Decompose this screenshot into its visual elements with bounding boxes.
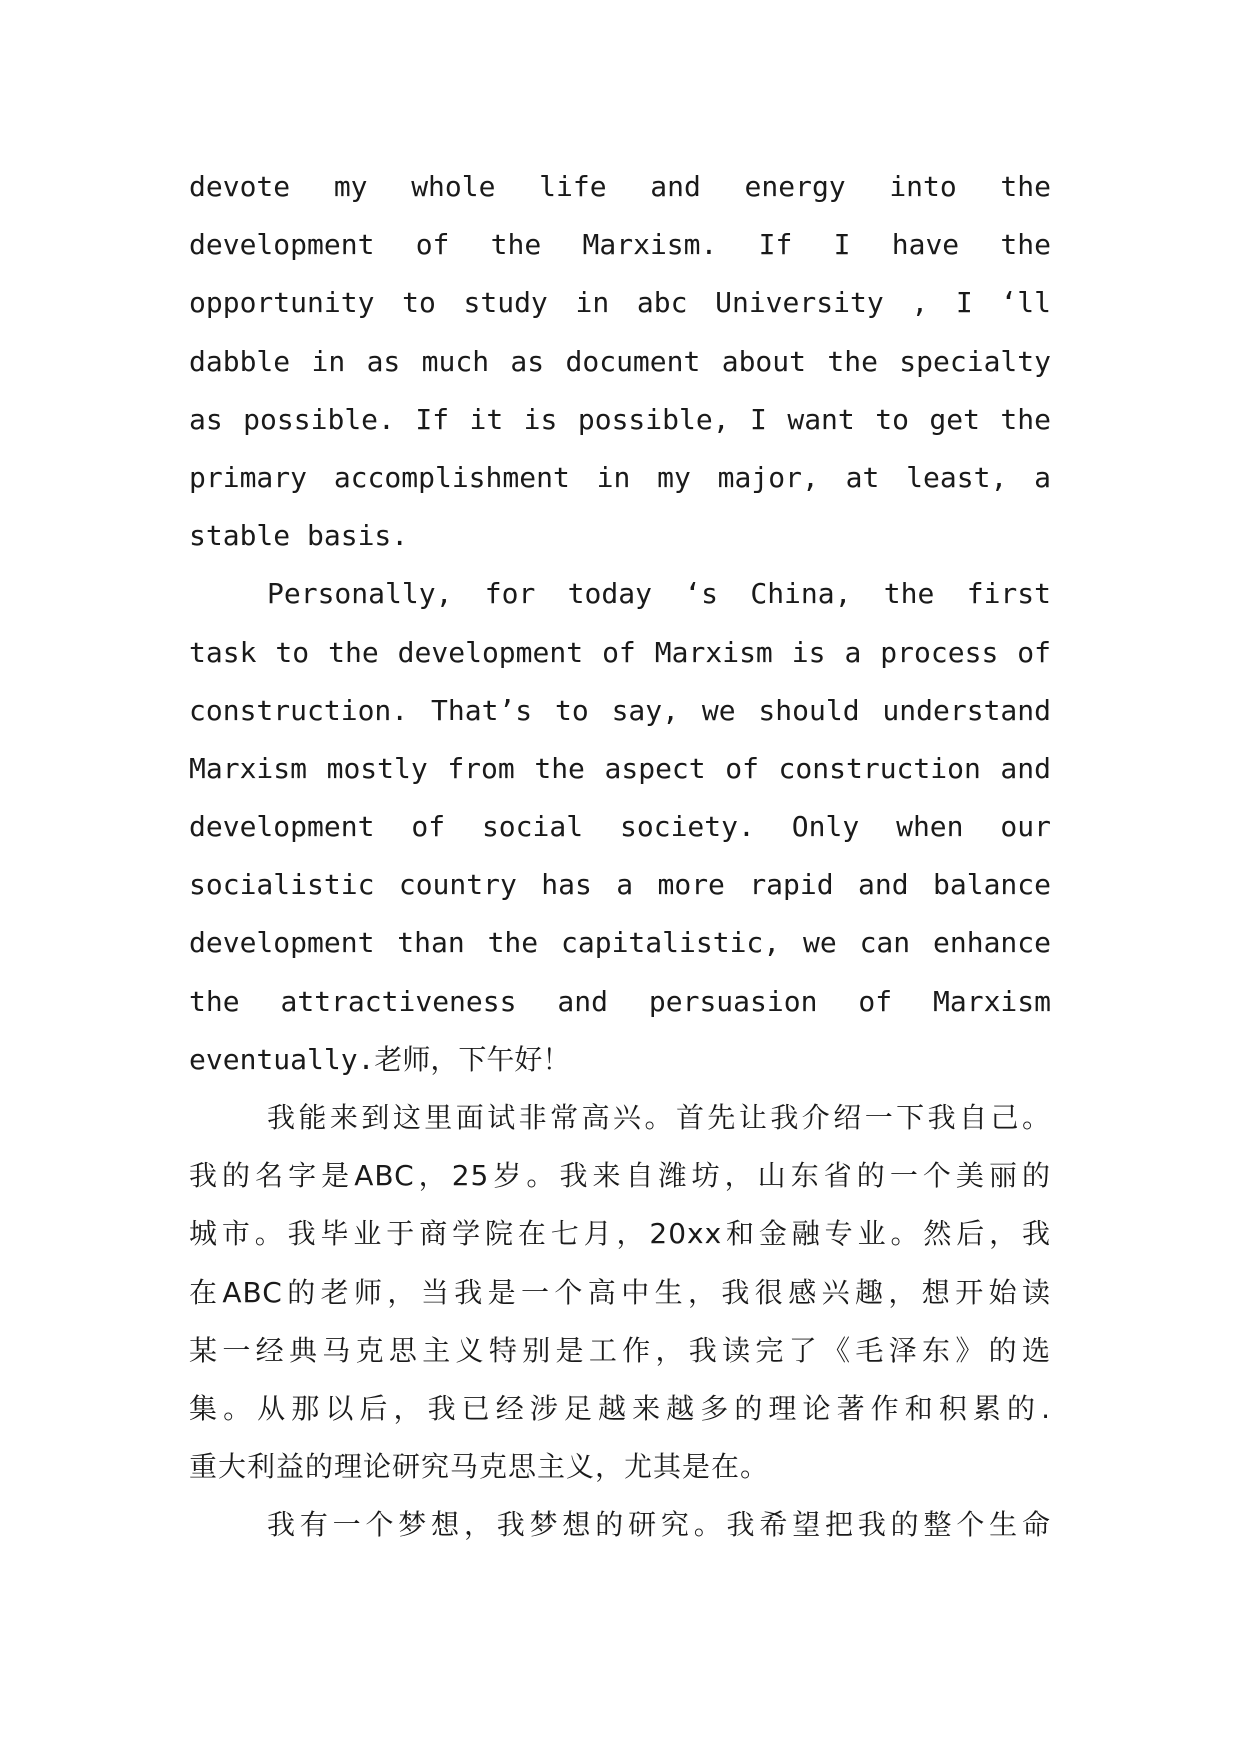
text-line: development than the capitalistic, we can enhance [189,926,1051,960]
text-line: 集。从那以后，我已经涉足越来越多的理论著作和积累的. [189,1391,1051,1425]
text-line: 某一经典马克思主义特别是工作，我读完了《毛泽东》的选 [189,1333,1051,1367]
text-line: eventually.老师，下午好！ [189,1042,571,1076]
text-line: opportunity to study in abc University , I ‘ll [189,286,1051,320]
text-line: 重大利益的理论研究马克思主义，尤其是在。 [189,1450,770,1484]
text-line: dabble in as much as document about the specialty [189,344,1051,378]
paragraph-start-line: Personally, for today ‘s China, the first [267,577,1051,611]
paragraph-start-line: 我有一个梦想，我梦想的研究。我希望把我的整个生命 [267,1508,1051,1542]
text-line: stable basis. [189,519,409,553]
text-line: 城市。我毕业于商学院在七月，20xx和金融专业。然后，我 [189,1217,1051,1251]
paragraph-start-line: 我能来到这里面试非常高兴。首先让我介绍一下我自己。 [267,1101,1051,1134]
text-line: Marxism mostly from the aspect of construction and [189,751,1051,785]
text-line: as possible. If it is possible, I want to get the [189,402,1051,436]
text-line: socialistic country has a more rapid and balance [189,868,1051,902]
text-line: 我的名字是ABC，25岁。我来自潍坊，山东省的一个美丽的 [189,1159,1051,1193]
text-line: construction. That’s to say, we should understand [189,693,1051,727]
text-line: primary accomplishment in my major, at least, a [189,460,1051,494]
text-line: development of social society. Only when our [189,810,1051,844]
text-line: devote my whole life and energy into the [189,170,1051,203]
text-line: development of the Marxism. If I have the [189,228,1051,262]
document-body [189,158,1051,1555]
text-line: 在ABC的老师，当我是一个高中生，我很感兴趣，想开始读 [189,1275,1051,1309]
text-line: task to the development of Marxism is a process of [189,635,1051,669]
text-line: the attractiveness and persuasion of Marxism [189,984,1051,1018]
